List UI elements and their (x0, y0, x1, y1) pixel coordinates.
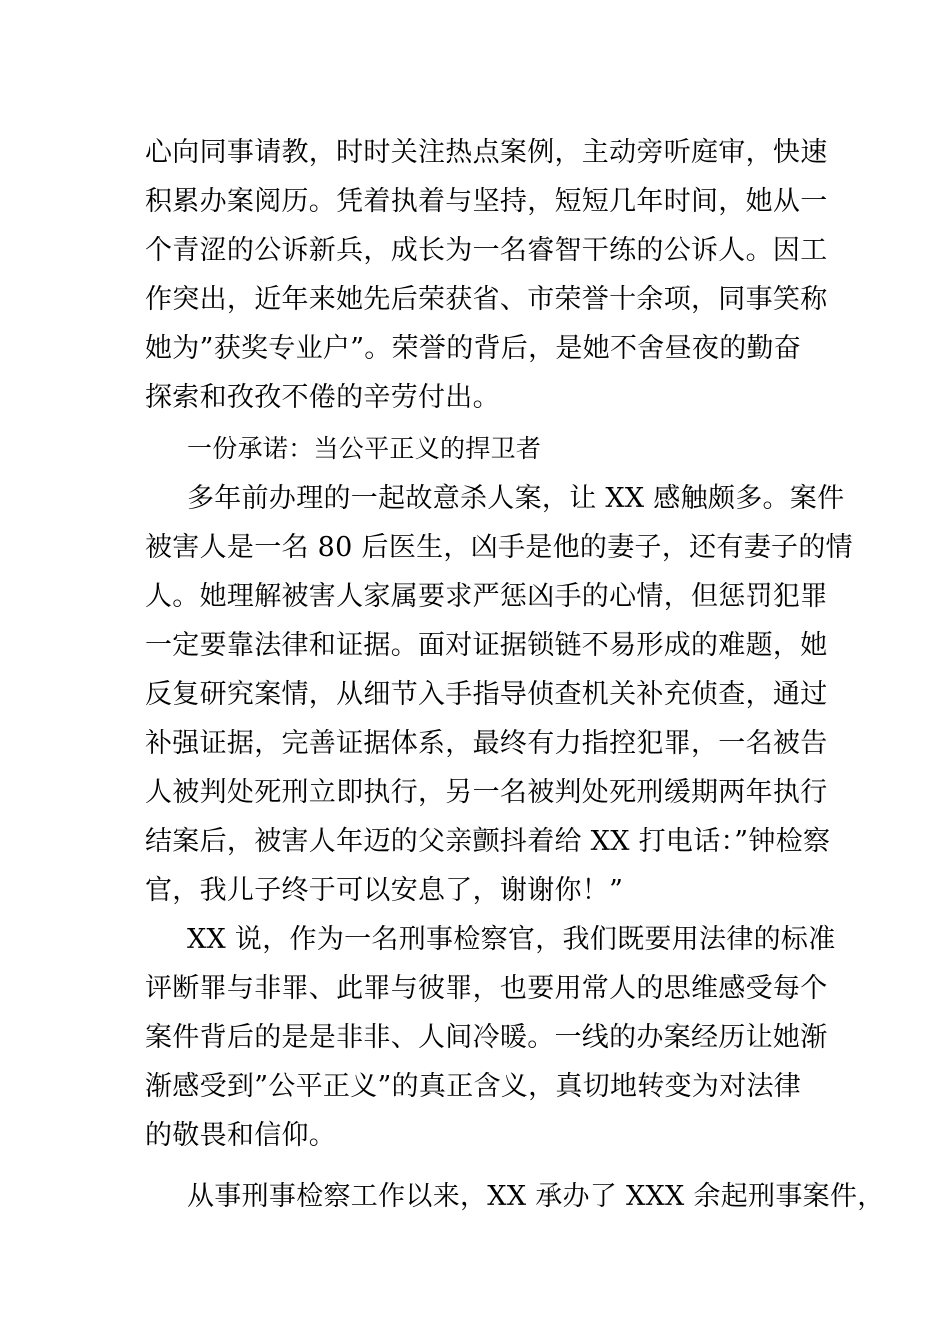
paragraph-4 (145, 1172, 885, 1221)
text-line: 她为”获奖专业户”。荣誉的背后，是她不舍昼夜的勤奋 (145, 333, 802, 364)
paragraph-2 (145, 474, 853, 915)
text-line: 官，我儿子终于可以安息了，谢谢你！” (145, 875, 624, 906)
section-heading: 一份承诺：当公平正义的捍卫者 (187, 434, 542, 463)
text-line: 作突出，近年来她先后荣获省、市荣誉十余项，同事笑称 (145, 284, 828, 315)
text-line: 从事刑事检察工作以来，XX 承办了 XXX 余起刑事案件， (187, 1181, 885, 1212)
text-line: 结案后，被害人年迈的父亲颤抖着给 XX 打电话：”钟检察 (145, 826, 831, 857)
paragraph-1 (145, 128, 835, 422)
text-line: 探索和孜孜不倦的辛劳付出。 (145, 382, 500, 413)
text-line: 积累办案阅历。凭着执着与坚持，短短几年时间，她从一 (145, 186, 828, 217)
text-line: 评断罪与非罪、此罪与彼罪，也要用常人的思维感受每个 (145, 973, 828, 1004)
section-heading-block (145, 424, 835, 473)
text-line: 的敬畏和信仰。 (145, 1120, 337, 1151)
text-line: 补强证据，完善证据体系，最终有力指控犯罪，一名被告 (145, 728, 828, 759)
text-line: 反复研究案情，从细节入手指导侦查机关补充侦查，通过 (145, 679, 828, 710)
text-line: 个青涩的公诉新兵，成长为一名睿智干练的公诉人。因工 (145, 235, 828, 266)
text-line: 人被判处死刑立即执行，另一名被判处死刑缓期两年执行 (145, 777, 828, 808)
paragraph-3 (145, 915, 835, 1160)
text-line: 案件背后的是是非非、人间冷暖。一线的办案经历让她渐 (145, 1022, 828, 1053)
text-line: 人。她理解被害人家属要求严惩凶手的心情，但惩罚犯罪 (145, 581, 828, 612)
text-line: 被害人是一名 80 后医生，凶手是他的妻子，还有妻子的情 (145, 532, 853, 563)
text-line: 一定要靠法律和证据。面对证据锁链不易形成的难题，她 (145, 630, 828, 661)
text-line: 多年前办理的一起故意杀人案，让 XX 感触颇多。案件 (187, 483, 845, 514)
text-line: 渐感受到”公平正义”的真正含义，真切地转变为对法律 (145, 1071, 802, 1102)
text-line: XX 说，作为一名刑事检察官，我们既要用法律的标准 (187, 924, 836, 955)
text-line: 心向同事请教，时时关注热点案例，主动旁听庭审，快速 (145, 137, 828, 168)
